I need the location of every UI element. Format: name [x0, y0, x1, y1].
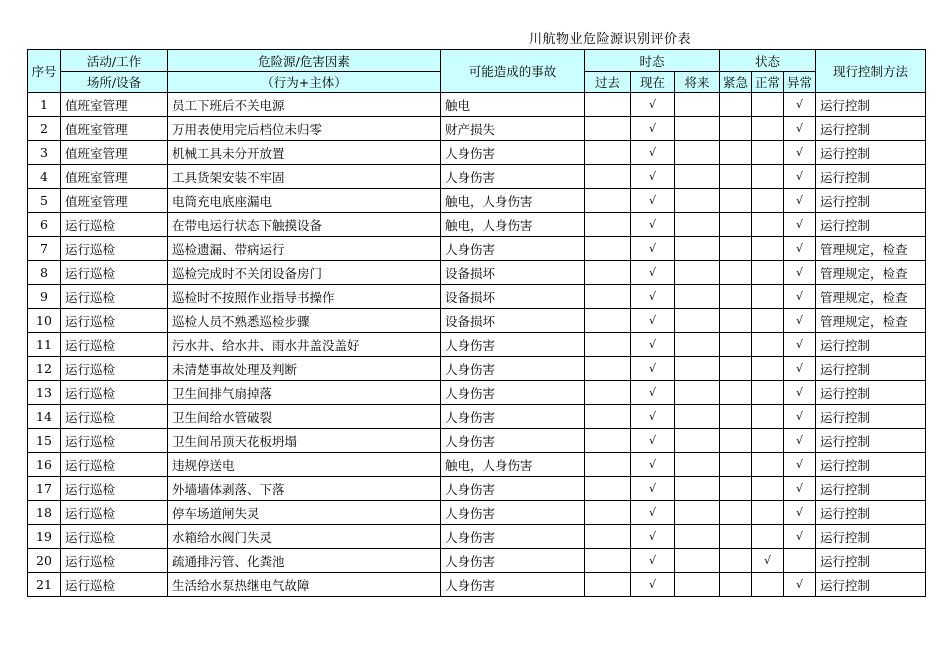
state-normal-cell: [752, 189, 784, 213]
state-normal-cell: [752, 357, 784, 381]
header-tense-now: 现在: [631, 72, 675, 93]
tense-now-cell: √: [631, 165, 675, 189]
state-emergency-cell: [720, 501, 752, 525]
tense-past-cell: [585, 525, 631, 549]
hazard-cell: 停车场道闸失灵: [168, 501, 441, 525]
tense-past-cell: [585, 285, 631, 309]
activity-cell: 值班室管理: [61, 189, 168, 213]
table-row: [28, 405, 926, 429]
row-number-cell: 21: [28, 573, 61, 597]
control-method-cell: 管理规定，检查: [816, 237, 926, 261]
tense-future-cell: [675, 237, 720, 261]
header-tense: 时态: [585, 50, 720, 72]
accident-cell: 财产损失: [441, 117, 585, 141]
activity-cell: 值班室管理: [61, 141, 168, 165]
tense-past-cell: [585, 93, 631, 117]
accident-cell: 人身伤害: [441, 477, 585, 501]
tense-future-cell: [675, 453, 720, 477]
state-normal-cell: [752, 141, 784, 165]
table-body: [28, 93, 926, 597]
accident-cell: 设备损坏: [441, 285, 585, 309]
row-number-cell: 12: [28, 357, 61, 381]
tense-now-cell: √: [631, 285, 675, 309]
control-method-cell: 运行控制: [816, 525, 926, 549]
tense-past-cell: [585, 549, 631, 573]
tense-past-cell: [585, 477, 631, 501]
state-normal-cell: [752, 93, 784, 117]
accident-cell: 人身伤害: [441, 501, 585, 525]
state-normal-cell: [752, 477, 784, 501]
state-abnormal-cell: √: [784, 381, 816, 405]
control-method-cell: 运行控制: [816, 477, 926, 501]
tense-future-cell: [675, 165, 720, 189]
table-row: [28, 285, 926, 309]
table-row: [28, 429, 926, 453]
state-emergency-cell: [720, 141, 752, 165]
control-method-cell: 管理规定，检查: [816, 285, 926, 309]
hazard-cell: 巡检遗漏、带病运行: [168, 237, 441, 261]
hazard-table: [27, 49, 926, 597]
tense-future-cell: [675, 477, 720, 501]
state-abnormal-cell: √: [784, 261, 816, 285]
activity-cell: 值班室管理: [61, 165, 168, 189]
accident-cell: 触电: [441, 93, 585, 117]
hazard-cell: 机械工具未分开放置: [168, 141, 441, 165]
state-abnormal-cell: √: [784, 165, 816, 189]
row-number-cell: 3: [28, 141, 61, 165]
tense-future-cell: [675, 189, 720, 213]
state-normal-cell: [752, 381, 784, 405]
hazard-cell: 巡检时不按照作业指导书操作: [168, 285, 441, 309]
tense-past-cell: [585, 333, 631, 357]
accident-cell: 触电，人身伤害: [441, 189, 585, 213]
state-emergency-cell: [720, 117, 752, 141]
hazard-cell: 污水井、给水井、雨水井盖没盖好: [168, 333, 441, 357]
control-method-cell: 运行控制: [816, 213, 926, 237]
state-abnormal-cell: √: [784, 477, 816, 501]
row-number-cell: 13: [28, 381, 61, 405]
table-row: [28, 261, 926, 285]
row-number-cell: 11: [28, 333, 61, 357]
control-method-cell: 运行控制: [816, 429, 926, 453]
state-emergency-cell: [720, 189, 752, 213]
activity-cell: 运行巡检: [61, 453, 168, 477]
control-method-cell: 运行控制: [816, 165, 926, 189]
table-row: [28, 237, 926, 261]
table-row: [28, 357, 926, 381]
state-emergency-cell: [720, 285, 752, 309]
activity-cell: 运行巡检: [61, 477, 168, 501]
tense-past-cell: [585, 117, 631, 141]
tense-now-cell: √: [631, 309, 675, 333]
tense-past-cell: [585, 381, 631, 405]
row-number-cell: 2: [28, 117, 61, 141]
hazard-cell: 疏通排污管、化粪池: [168, 549, 441, 573]
state-normal-cell: [752, 573, 784, 597]
row-number-cell: 10: [28, 309, 61, 333]
table-row: [28, 477, 926, 501]
accident-cell: 人身伤害: [441, 573, 585, 597]
state-abnormal-cell: √: [784, 333, 816, 357]
state-abnormal-cell: √: [784, 453, 816, 477]
state-emergency-cell: [720, 573, 752, 597]
state-emergency-cell: [720, 309, 752, 333]
accident-cell: 人身伤害: [441, 333, 585, 357]
table-row: [28, 165, 926, 189]
table-row: [28, 549, 926, 573]
tense-now-cell: √: [631, 477, 675, 501]
tense-now-cell: √: [631, 237, 675, 261]
accident-cell: 触电，人身伤害: [441, 213, 585, 237]
header-hazard-top: 危险源/危害因素: [168, 50, 441, 72]
accident-cell: 人身伤害: [441, 141, 585, 165]
control-method-cell: 运行控制: [816, 453, 926, 477]
header-state-emergency: 紧急: [720, 72, 752, 93]
state-abnormal-cell: √: [784, 189, 816, 213]
row-number-cell: 5: [28, 189, 61, 213]
activity-cell: 运行巡检: [61, 357, 168, 381]
tense-past-cell: [585, 213, 631, 237]
row-number-cell: 18: [28, 501, 61, 525]
state-emergency-cell: [720, 357, 752, 381]
state-normal-cell: [752, 429, 784, 453]
tense-future-cell: [675, 429, 720, 453]
table-row: [28, 117, 926, 141]
state-normal-cell: [752, 213, 784, 237]
row-number-cell: 1: [28, 93, 61, 117]
accident-cell: 人身伤害: [441, 525, 585, 549]
hazard-cell: 生活给水泵热继电气故障: [168, 573, 441, 597]
control-method-cell: 管理规定，检查: [816, 261, 926, 285]
control-method-cell: 运行控制: [816, 549, 926, 573]
table-row: [28, 141, 926, 165]
state-abnormal-cell: √: [784, 429, 816, 453]
state-abnormal-cell: √: [784, 237, 816, 261]
header-control: 现行控制方法: [816, 50, 926, 93]
tense-now-cell: √: [631, 189, 675, 213]
hazard-cell: 卫生间排气扇掉落: [168, 381, 441, 405]
state-normal-cell: [752, 501, 784, 525]
tense-past-cell: [585, 237, 631, 261]
accident-cell: 人身伤害: [441, 429, 585, 453]
table-row: [28, 93, 926, 117]
tense-past-cell: [585, 141, 631, 165]
activity-cell: 运行巡检: [61, 573, 168, 597]
tense-future-cell: [675, 261, 720, 285]
tense-now-cell: √: [631, 429, 675, 453]
table-row: [28, 573, 926, 597]
accident-cell: 人身伤害: [441, 237, 585, 261]
row-number-cell: 8: [28, 261, 61, 285]
tense-now-cell: √: [631, 357, 675, 381]
table-row: [28, 333, 926, 357]
hazard-cell: 在带电运行状态下触摸设备: [168, 213, 441, 237]
state-normal-cell: [752, 333, 784, 357]
hazard-cell: 违规停送电: [168, 453, 441, 477]
tense-now-cell: √: [631, 501, 675, 525]
row-number-cell: 19: [28, 525, 61, 549]
state-emergency-cell: [720, 381, 752, 405]
tense-past-cell: [585, 453, 631, 477]
table-row: [28, 453, 926, 477]
tense-past-cell: [585, 189, 631, 213]
header-state-normal: 正常: [752, 72, 784, 93]
control-method-cell: 运行控制: [816, 357, 926, 381]
hazard-cell: 卫生间给水管破裂: [168, 405, 441, 429]
activity-cell: 运行巡检: [61, 501, 168, 525]
activity-cell: 运行巡检: [61, 381, 168, 405]
state-emergency-cell: [720, 477, 752, 501]
control-method-cell: 运行控制: [816, 93, 926, 117]
state-emergency-cell: [720, 93, 752, 117]
control-method-cell: 运行控制: [816, 189, 926, 213]
state-emergency-cell: [720, 525, 752, 549]
accident-cell: 人身伤害: [441, 357, 585, 381]
activity-cell: 运行巡检: [61, 213, 168, 237]
tense-future-cell: [675, 381, 720, 405]
hazard-cell: 卫生间吊顶天花板坍塌: [168, 429, 441, 453]
tense-now-cell: √: [631, 549, 675, 573]
tense-future-cell: [675, 333, 720, 357]
hazard-cell: 巡检人员不熟悉巡检步骤: [168, 309, 441, 333]
state-emergency-cell: [720, 429, 752, 453]
state-abnormal-cell: √: [784, 141, 816, 165]
state-emergency-cell: [720, 213, 752, 237]
header-tense-future: 将来: [675, 72, 720, 93]
row-number-cell: 17: [28, 477, 61, 501]
accident-cell: 人身伤害: [441, 381, 585, 405]
tense-now-cell: √: [631, 93, 675, 117]
activity-cell: 运行巡检: [61, 261, 168, 285]
control-method-cell: 运行控制: [816, 117, 926, 141]
tense-future-cell: [675, 501, 720, 525]
control-method-cell: 运行控制: [816, 501, 926, 525]
state-normal-cell: [752, 453, 784, 477]
hazard-cell: 万用表使用完后档位未归零: [168, 117, 441, 141]
state-normal-cell: [752, 525, 784, 549]
activity-cell: 运行巡检: [61, 285, 168, 309]
state-abnormal-cell: √: [784, 525, 816, 549]
tense-future-cell: [675, 573, 720, 597]
state-normal-cell: [752, 261, 784, 285]
state-emergency-cell: [720, 549, 752, 573]
tense-now-cell: √: [631, 405, 675, 429]
table-header: [28, 50, 926, 93]
hazard-cell: 未清楚事故处理及判断: [168, 357, 441, 381]
tense-future-cell: [675, 141, 720, 165]
table-row: [28, 309, 926, 333]
state-normal-cell: [752, 117, 784, 141]
tense-future-cell: [675, 525, 720, 549]
tense-past-cell: [585, 309, 631, 333]
tense-now-cell: √: [631, 333, 675, 357]
state-normal-cell: [752, 237, 784, 261]
state-emergency-cell: [720, 453, 752, 477]
accident-cell: 设备损坏: [441, 309, 585, 333]
row-number-cell: 9: [28, 285, 61, 309]
header-activity-top: 活动/工作: [61, 50, 168, 72]
hazard-cell: 巡检完成时不关闭设备房门: [168, 261, 441, 285]
state-abnormal-cell: √: [784, 213, 816, 237]
state-abnormal-cell: √: [784, 117, 816, 141]
state-abnormal-cell: √: [784, 285, 816, 309]
row-number-cell: 15: [28, 429, 61, 453]
tense-now-cell: √: [631, 117, 675, 141]
tense-past-cell: [585, 429, 631, 453]
tense-future-cell: [675, 213, 720, 237]
tense-future-cell: [675, 405, 720, 429]
row-number-cell: 4: [28, 165, 61, 189]
state-normal-cell: [752, 165, 784, 189]
state-abnormal-cell: √: [784, 357, 816, 381]
table-row: [28, 213, 926, 237]
table-row: [28, 189, 926, 213]
state-emergency-cell: [720, 405, 752, 429]
tense-future-cell: [675, 549, 720, 573]
hazard-cell: 水箱给水阀门失灵: [168, 525, 441, 549]
control-method-cell: 运行控制: [816, 405, 926, 429]
accident-cell: 触电，人身伤害: [441, 453, 585, 477]
table-row: [28, 501, 926, 525]
hazard-cell: 外墙墙体剥落、下落: [168, 477, 441, 501]
row-number-cell: 6: [28, 213, 61, 237]
control-method-cell: 运行控制: [816, 333, 926, 357]
tense-future-cell: [675, 117, 720, 141]
state-emergency-cell: [720, 165, 752, 189]
hazard-cell: 电筒充电底座漏电: [168, 189, 441, 213]
header-activity-bottom: 场所/设备: [61, 72, 168, 93]
accident-cell: 人身伤害: [441, 165, 585, 189]
state-abnormal-cell: √: [784, 93, 816, 117]
state-emergency-cell: [720, 333, 752, 357]
control-method-cell: 管理规定，检查: [816, 309, 926, 333]
state-normal-cell: [752, 285, 784, 309]
state-abnormal-cell: [784, 549, 816, 573]
state-emergency-cell: [720, 237, 752, 261]
document-title: 川航物业危险源识别评价表: [528, 32, 691, 47]
row-number-cell: 16: [28, 453, 61, 477]
state-normal-cell: √: [752, 549, 784, 573]
tense-future-cell: [675, 285, 720, 309]
header-state-abnormal: 异常: [784, 72, 816, 93]
row-number-cell: 7: [28, 237, 61, 261]
activity-cell: 运行巡检: [61, 333, 168, 357]
tense-past-cell: [585, 261, 631, 285]
tense-now-cell: √: [631, 261, 675, 285]
tense-future-cell: [675, 93, 720, 117]
hazard-cell: 工具货架安装不牢固: [168, 165, 441, 189]
control-method-cell: 运行控制: [816, 141, 926, 165]
activity-cell: 值班室管理: [61, 93, 168, 117]
tense-now-cell: √: [631, 381, 675, 405]
state-abnormal-cell: √: [784, 573, 816, 597]
activity-cell: 运行巡检: [61, 525, 168, 549]
header-hazard-bottom: （行为+主体）: [168, 72, 441, 93]
tense-past-cell: [585, 405, 631, 429]
tense-now-cell: √: [631, 525, 675, 549]
control-method-cell: 运行控制: [816, 573, 926, 597]
activity-cell: 运行巡检: [61, 309, 168, 333]
table-row: [28, 381, 926, 405]
state-emergency-cell: [720, 261, 752, 285]
table-row: [28, 525, 926, 549]
state-normal-cell: [752, 309, 784, 333]
hazard-cell: 员工下班后不关电源: [168, 93, 441, 117]
tense-now-cell: √: [631, 453, 675, 477]
state-abnormal-cell: √: [784, 501, 816, 525]
activity-cell: 运行巡检: [61, 405, 168, 429]
tense-now-cell: √: [631, 213, 675, 237]
tense-past-cell: [585, 501, 631, 525]
tense-past-cell: [585, 165, 631, 189]
row-number-cell: 20: [28, 549, 61, 573]
tense-future-cell: [675, 309, 720, 333]
tense-now-cell: √: [631, 141, 675, 165]
activity-cell: 运行巡检: [61, 549, 168, 573]
header-tense-past: 过去: [585, 72, 631, 93]
accident-cell: 人身伤害: [441, 405, 585, 429]
header-seq: 序号: [28, 50, 61, 93]
state-abnormal-cell: √: [784, 405, 816, 429]
activity-cell: 运行巡检: [61, 237, 168, 261]
row-number-cell: 14: [28, 405, 61, 429]
header-accident: 可能造成的事故: [441, 50, 585, 93]
tense-future-cell: [675, 357, 720, 381]
header-state: 状态: [720, 50, 816, 72]
state-abnormal-cell: √: [784, 309, 816, 333]
tense-past-cell: [585, 357, 631, 381]
accident-cell: 人身伤害: [441, 549, 585, 573]
tense-now-cell: √: [631, 573, 675, 597]
control-method-cell: 运行控制: [816, 381, 926, 405]
state-normal-cell: [752, 405, 784, 429]
tense-past-cell: [585, 573, 631, 597]
accident-cell: 设备损坏: [441, 261, 585, 285]
activity-cell: 值班室管理: [61, 117, 168, 141]
activity-cell: 运行巡检: [61, 429, 168, 453]
